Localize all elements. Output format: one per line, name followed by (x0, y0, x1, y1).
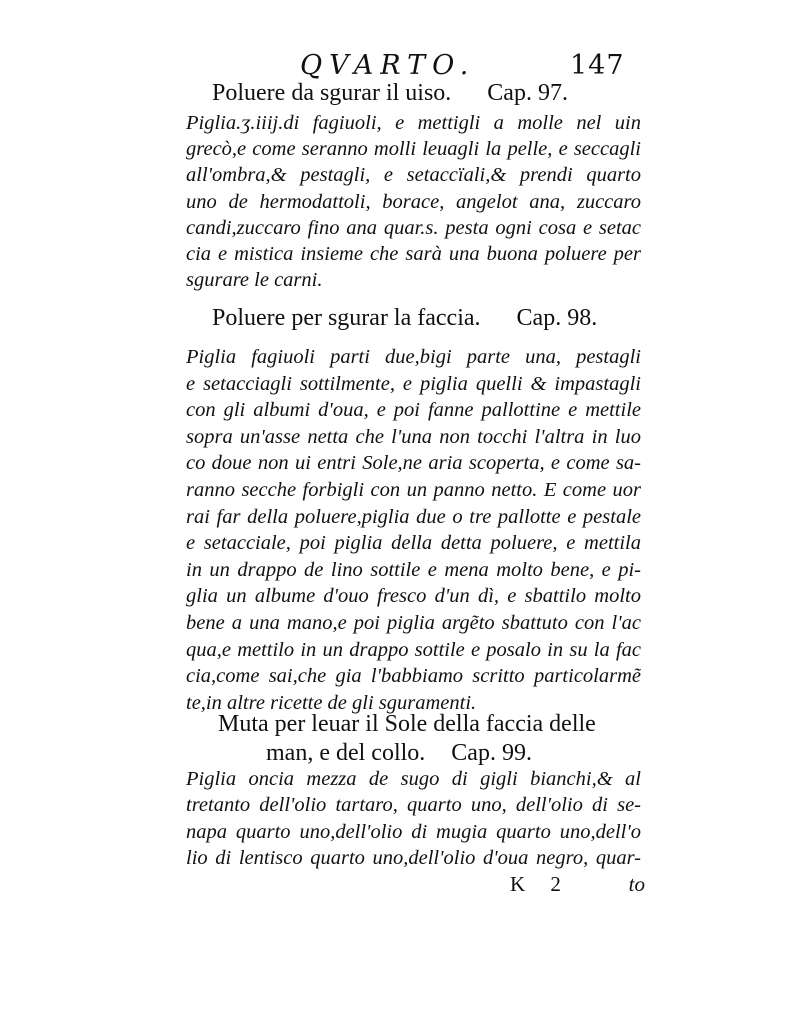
text-line: e setacciale, poi piglia della detta poluere, e mettila (186, 532, 641, 555)
text-line: Piglia fagiuoli parti due,bigi parte una, pestagli (186, 346, 641, 368)
paragraph-97 (186, 110, 641, 293)
text-line: bene a una mano,e poi piglia argẽto sbattuto con l'ac (186, 611, 641, 634)
text-line: sgurare le carni. (186, 269, 323, 292)
text-line: co doue non ui entri Sole,ne aria scoperta, e come sa- (186, 452, 641, 475)
text-line: candi,zuccaro fino ana quar.s. pesta ogni cosa e setac (186, 216, 641, 239)
text-line: qua,e mettilo in un drappo sottile e posalo in su la fac (186, 638, 641, 661)
text-line: lio di lentisco quarto uno,dell'olio d'oua negro, quar- (186, 847, 641, 870)
running-head-title: QVARTO. (300, 50, 476, 81)
signature-mark: K 2 (510, 872, 571, 896)
text-line: grecò,e come seranno molli leuagli la pelle, e seccagli (186, 138, 641, 161)
heading-text: man, e del collo. (266, 740, 426, 766)
catchline (510, 872, 645, 902)
text-line: Piglia oncia mezza de sugo di gigli bianchi,& al (186, 768, 641, 790)
text-line: tretanto dell'olio tartaro, quarto uno, dell'olio di se- (186, 794, 641, 817)
page-number: 147 (570, 50, 625, 81)
catchword: to (628, 872, 645, 896)
section-heading-99 (218, 709, 596, 739)
chapter-number: Cap. 98. (516, 305, 598, 331)
text-line: con gli albumi d'oua, e poi fanne pallottine e mettile (186, 399, 641, 422)
text-line: uno de hermodattoli, borace, angelot ana, zuccaro (186, 190, 641, 213)
heading-text: Muta per leuar il Sole della faccia delle (218, 711, 596, 737)
section-heading-97 (212, 78, 568, 108)
text-line: sopra un'asse netta che l'una non tocchi l'altra in luo (186, 425, 641, 448)
heading-text: Poluere per sgurar la faccia. (212, 305, 481, 331)
text-line: napa quarto uno,dell'olio di mugia quarto uno,dell'o (186, 820, 641, 843)
text-line: glia un albume d'ouo fresco d'un dì, e sbattilo molto (186, 585, 641, 608)
text-line: Piglia.ʒ.iiij.di fagiuoli, e mettigli a molle nel uin (186, 112, 641, 134)
chapter-number: Cap. 99. (451, 740, 532, 766)
text-line: cia,come sai,che gia l'babbiamo scritto particolarmẽ (186, 665, 641, 688)
text-line: te,in altre ricette de gli sguramenti. (186, 691, 477, 714)
text-line: cia e mistica insieme che sarà una buona poluere per (186, 243, 641, 266)
text-line: in un drappo de lino sottile e mena molto bene, e pi- (186, 558, 641, 581)
text-line: rai far della poluere,piglia due o tre pallotte e pestale (186, 505, 641, 528)
text-line: e setacciagli sottilmente, e piglia quelli & impastagli (186, 372, 641, 395)
paragraph-98 (186, 344, 641, 716)
text-line: all'ombra,& pestagli, e setaccïali,& prendi quarto (186, 164, 641, 187)
chapter-number: Cap. 97. (487, 80, 568, 106)
paragraph-99 (186, 766, 641, 872)
text-line: ranno secche forbigli con un panno netto. E come uor (186, 478, 641, 501)
section-heading-98 (212, 303, 597, 333)
section-heading-99-cont (266, 738, 532, 768)
heading-text: Poluere da sgurar il uiso. (212, 80, 452, 106)
